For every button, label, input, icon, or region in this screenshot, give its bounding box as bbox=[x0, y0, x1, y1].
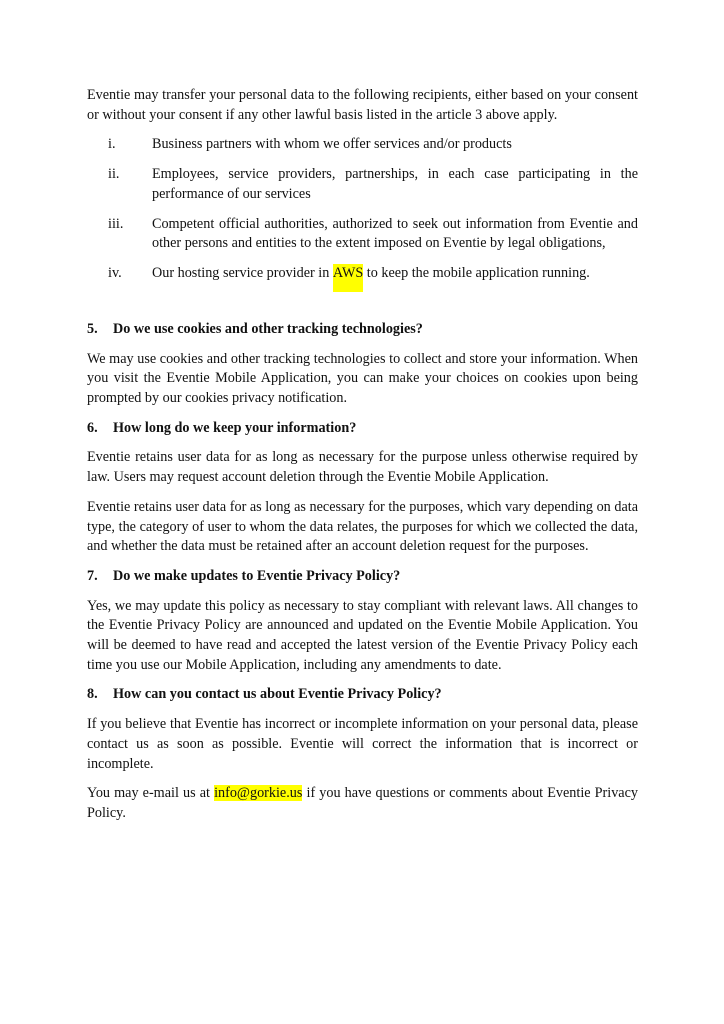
list-item-text-before: Our hosting service provider in bbox=[152, 264, 333, 281]
aws-highlight: AWS bbox=[333, 264, 363, 292]
section-6-heading bbox=[87, 419, 638, 439]
section-5-paragraph: We may use cookies and other tracking technologies to collect and store your information. When you visit the Eventie Mobile Application, you can make your choices on cookies upon being prompted by our cookies privacy notification. bbox=[87, 350, 638, 407]
section-6-paragraph-2: Eventie retains user data for as long as necessary for the purposes, which vary depending on data type, the category of user to whom the data relates, the purposes for which we collected the data, and whether the data must be retained after an account deletion request for the purposes. bbox=[87, 498, 638, 555]
list-item bbox=[87, 165, 638, 204]
section-8-paragraph-1: If you believe that Eventie has incorrect or incomplete information on your personal data, please contact us as soon as possible. Eventie will correct the information that is incorrect or incomplete. bbox=[87, 716, 638, 772]
contact-text-after: if you have questions or comments about Eventie Privacy Policy. bbox=[87, 785, 638, 821]
list-item-text-after: to keep the mobile application running. bbox=[363, 264, 590, 281]
section-5-heading bbox=[87, 320, 638, 340]
section-7-heading bbox=[87, 567, 638, 587]
list-item-number: ii. bbox=[108, 166, 120, 183]
list-item bbox=[87, 215, 638, 254]
section-6-paragraph-1: Eventie retains user data for as long as necessary for the purpose unless otherwise required by law. Users may request account deletion through the Eventie Mobile Application. bbox=[87, 449, 638, 486]
contact-text-before: You may e-mail us at bbox=[87, 785, 215, 802]
section-title: Do we make updates to Eventie Privacy Policy? bbox=[113, 567, 401, 584]
document-page bbox=[87, 86, 638, 824]
list-item bbox=[87, 135, 638, 155]
recipients-list bbox=[87, 135, 638, 292]
section-number: 5. bbox=[87, 320, 98, 337]
intro-paragraph: Eventie may transfer your personal data to the following recipients, either based on your consent or without your consent if any other lawful basis listed in the article 3 above apply. bbox=[87, 87, 638, 123]
section-title: How can you contact us about Eventie Privacy Policy? bbox=[113, 686, 442, 703]
list-item-number: iv. bbox=[108, 264, 122, 281]
list-item-number: i. bbox=[108, 136, 116, 153]
section-title: Do we use cookies and other tracking technologies? bbox=[113, 320, 423, 337]
section-8-heading bbox=[87, 685, 638, 705]
section-8-paragraph-2 bbox=[87, 784, 638, 823]
section-number: 7. bbox=[87, 567, 98, 584]
section-7-paragraph: Yes, we may update this policy as necessary to stay compliant with relevant laws. All changes to the Eventie Privacy Policy are announced and updated on the Eventie Mobile Application. You will be deemed to have read and accepted the latest version of the Eventie Privacy Policy each time you use our Mobile Application, including any amendments to date. bbox=[87, 597, 638, 673]
list-item-text: Business partners with whom we offer services and/or products bbox=[152, 136, 512, 153]
list-item bbox=[87, 264, 638, 292]
email-link[interactable]: info@gorkie.us bbox=[214, 785, 303, 802]
list-item-number: iii. bbox=[108, 215, 124, 232]
list-item-text: Employees, service providers, partnerships, in each case participating in the performance of our services bbox=[152, 166, 638, 202]
section-number: 8. bbox=[87, 686, 98, 703]
list-item-text: Competent official authorities, authorized to seek out information from Eventie and other persons and entities to the extent imposed on Eventie by legal obligations, bbox=[152, 215, 638, 252]
section-title: How long do we keep your information? bbox=[113, 419, 357, 436]
section-number: 6. bbox=[87, 419, 98, 436]
